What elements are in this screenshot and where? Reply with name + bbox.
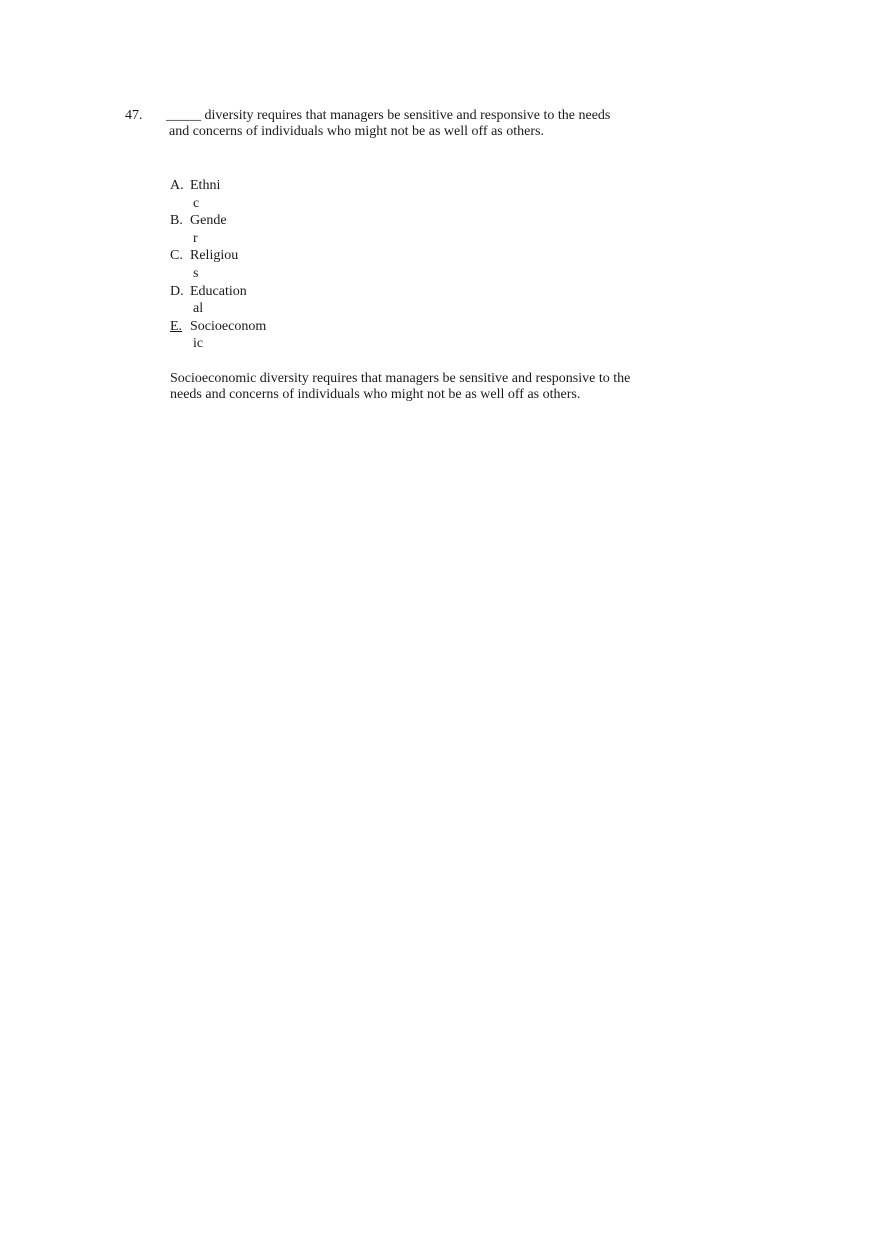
explanation-line-2: needs and concerns of individuals who might not be as well off as others. — [170, 387, 581, 402]
choice-text: Socioeconom — [190, 318, 267, 334]
choice-text: Gende — [190, 213, 227, 229]
choice-letter: D. — [170, 283, 184, 299]
answer-choices — [170, 177, 266, 353]
question-stem-line-2: and concerns of individuals who might not be as well off as others. — [169, 124, 544, 139]
choice-text: Education — [190, 283, 247, 299]
choice-text: Ethni — [190, 178, 221, 193]
choice-text-wrap: c — [193, 195, 200, 211]
choice-e-correct — [170, 318, 266, 353]
question-number: 47. — [125, 108, 143, 123]
answer-explanation — [170, 371, 650, 403]
choice-b — [170, 212, 266, 247]
choice-text: Religiou — [190, 248, 239, 264]
explanation-line-1: Socioeconomic diversity requires that managers be sensitive and responsive to the — [170, 371, 631, 386]
choice-letter: A. — [170, 178, 184, 193]
choice-letter: B. — [170, 213, 183, 229]
question-stem-line-1: _____ diversity requires that managers be sensitive and responsive to the needs — [166, 108, 611, 123]
choice-letter-correct: E. — [170, 318, 183, 334]
choice-letter: C. — [170, 248, 183, 264]
question-stem — [166, 108, 636, 140]
choice-text-wrap: ic — [193, 336, 204, 352]
choice-c — [170, 247, 266, 282]
choice-text-wrap: s — [193, 265, 199, 281]
choice-d — [170, 283, 266, 318]
choice-text-wrap: r — [193, 230, 198, 246]
choice-a — [170, 177, 266, 212]
choice-text-wrap: al — [193, 301, 204, 317]
